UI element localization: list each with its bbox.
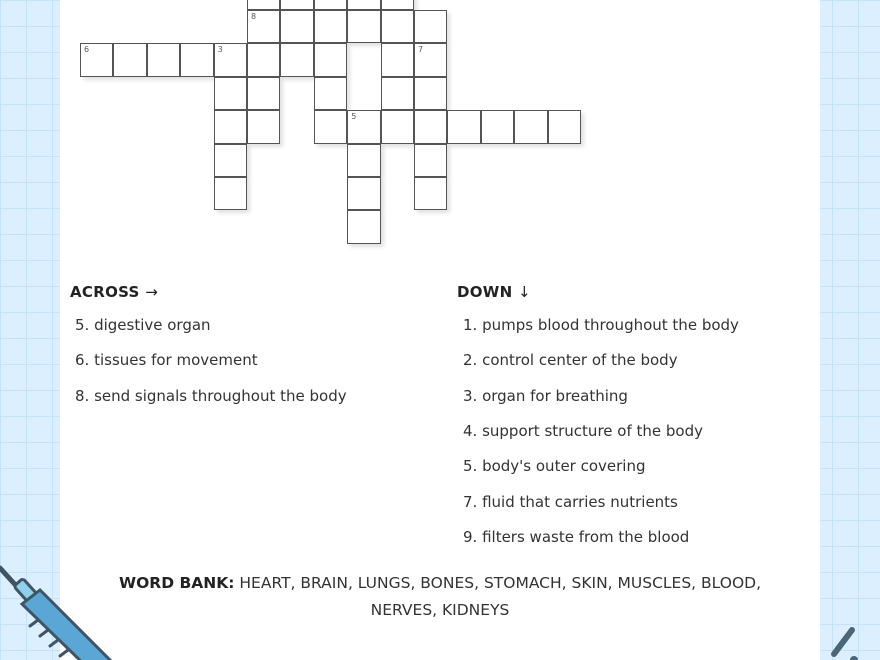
clue-number: 7 — [418, 45, 424, 55]
word-bank-words: HEART, BRAIN, LUNGS, BONES, STOMACH, SKIN, MUSCLES, BLOOD, NERVES, KIDNEYS — [239, 574, 762, 619]
crossword-cell[interactable] — [247, 10, 280, 43]
crossword-cell[interactable] — [314, 110, 347, 143]
across-clue: 6. tissues for movement — [75, 351, 258, 370]
crossword-cell[interactable] — [347, 210, 380, 243]
crossword-cell[interactable] — [414, 144, 447, 177]
crossword-cell[interactable] — [347, 110, 380, 143]
down-clue: 7. fluid that carries nutrients — [463, 492, 678, 511]
crossword-cell[interactable] — [247, 43, 280, 76]
down-clue: 9. filters waste from the blood — [463, 527, 690, 546]
crossword-cell[interactable] — [214, 144, 247, 177]
syringe-icon — [0, 560, 130, 660]
crossword-cell[interactable] — [247, 0, 280, 10]
crossword-cell[interactable] — [414, 177, 447, 210]
crossword-cell[interactable] — [347, 177, 380, 210]
crossword-cell[interactable] — [214, 77, 247, 110]
arrow-down-icon: ↓ — [518, 283, 531, 301]
crossword-cell[interactable] — [414, 77, 447, 110]
down-clue: 2. control center of the body — [463, 351, 678, 370]
crossword-cell[interactable] — [381, 0, 414, 10]
crossword-cell[interactable] — [214, 110, 247, 143]
down-clue: 4. support structure of the body — [463, 421, 703, 440]
across-clue: 5. digestive organ — [75, 316, 211, 334]
pencil-icon — [820, 620, 880, 660]
crossword-cell[interactable] — [514, 110, 547, 143]
clue-number: 6 — [84, 45, 90, 55]
crossword-cell[interactable] — [347, 10, 380, 43]
clue-number: 3 — [217, 45, 223, 55]
crossword-cell[interactable] — [548, 110, 581, 143]
word-bank — [90, 570, 790, 624]
crossword-cell[interactable] — [414, 43, 447, 76]
down-clue: 3. organ for breathing — [463, 386, 628, 405]
crossword-cell[interactable] — [447, 110, 480, 143]
crossword-cell[interactable] — [80, 43, 113, 76]
crossword-cell[interactable] — [113, 43, 146, 76]
crossword-cell[interactable] — [214, 177, 247, 210]
crossword-cell[interactable] — [147, 43, 180, 76]
crossword-cell[interactable] — [280, 0, 313, 10]
arrow-right-icon: → — [145, 283, 159, 301]
down-clue: 5. body's outer covering — [463, 457, 646, 476]
clue-number: 8 — [251, 12, 257, 21]
down-heading-text: DOWN — [457, 283, 513, 301]
clue-number: 5 — [351, 112, 357, 122]
crossword-cell[interactable] — [381, 77, 414, 110]
across-clue: 8. send signals throughout the body — [75, 386, 347, 405]
crossword-cell[interactable] — [347, 144, 380, 177]
down-heading — [457, 283, 531, 301]
crossword-cell[interactable] — [280, 43, 313, 76]
crossword-cell[interactable] — [381, 10, 414, 43]
crossword-cell[interactable] — [314, 77, 347, 110]
crossword-cell[interactable] — [314, 43, 347, 76]
crossword-cell[interactable] — [347, 0, 380, 10]
crossword-cell[interactable] — [381, 43, 414, 76]
crossword-cell[interactable] — [280, 10, 313, 43]
down-clue: 1. pumps blood throughout the body — [463, 316, 739, 334]
crossword-cell[interactable] — [414, 10, 447, 43]
crossword-cell[interactable] — [314, 10, 347, 43]
crossword-cell[interactable] — [247, 110, 280, 143]
word-bank-label: WORD BANK: — [118, 574, 235, 592]
crossword-cell[interactable] — [214, 43, 247, 76]
crossword-grid — [0, 0, 880, 260]
across-heading — [70, 283, 158, 301]
crossword-cell[interactable] — [314, 0, 347, 10]
across-heading-text: ACROSS — [70, 283, 140, 301]
crossword-cell[interactable] — [414, 110, 447, 143]
crossword-cell[interactable] — [381, 110, 414, 143]
crossword-cell[interactable] — [180, 43, 213, 76]
crossword-cell[interactable] — [247, 77, 280, 110]
crossword-cell[interactable] — [481, 110, 514, 143]
